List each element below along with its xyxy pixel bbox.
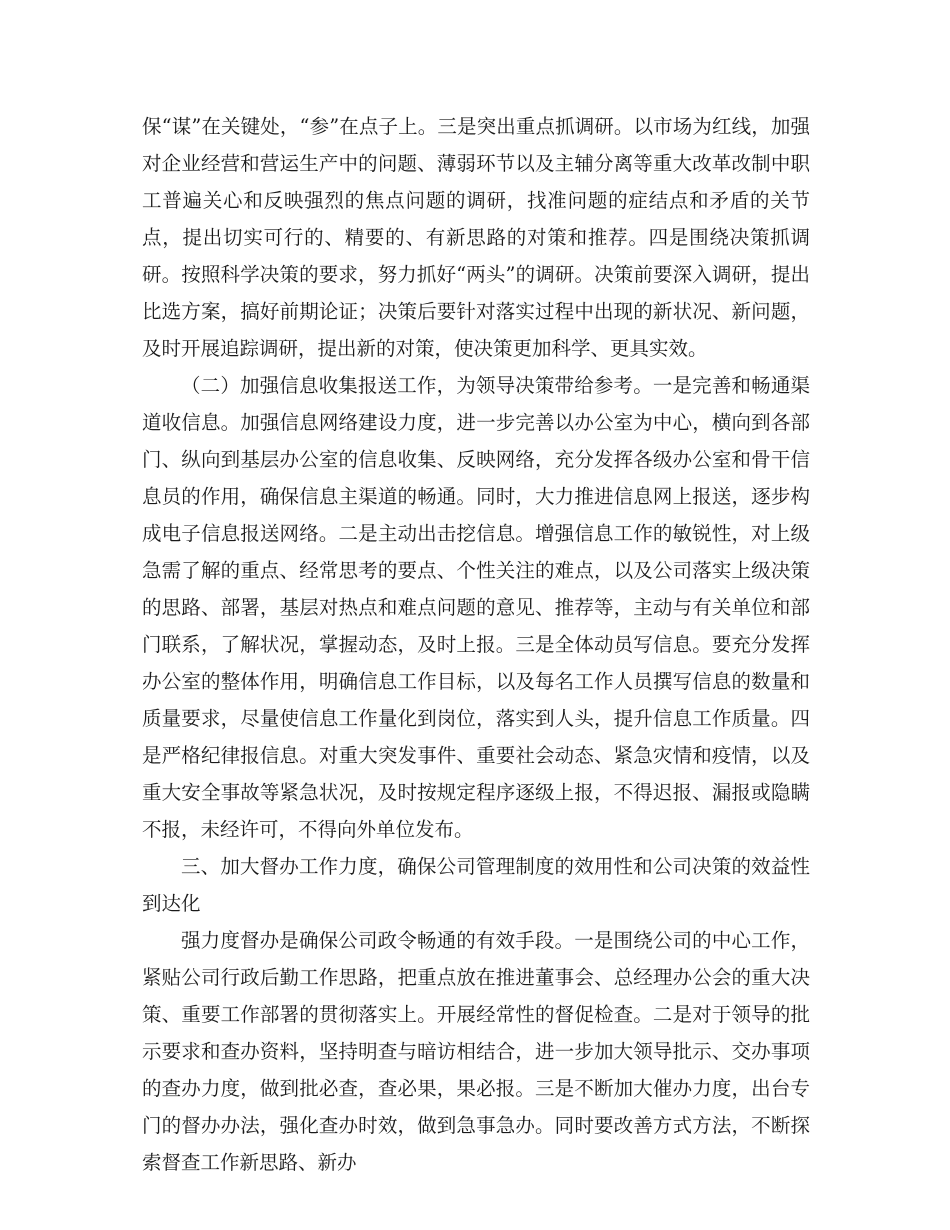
paragraph-information-collection: （二）加强信息收集报送工作，为领导决策带给参考。一是完善和畅通渠道收信息。加强信息网络建设力度，进一步完善以办公室为中心，横向到各部门、纵向到基层办公室的信息收集、反映网络，充分发挥各级办公室和骨干信息员的作用，确保信息主渠道的畅通。同时，大力推进信息网上报送，逐步构成电子信息报送网络。二是主动出击挖信息。增强信息工作的敏锐性，对上级急需了解的重点、经常思考的要点、个性关注的难点，以及公司落实上级决策的思路、部署，基层对热点和难点问题的意见、推荐等，主动与有关单位和部门联系，了解状况，掌握动态，及时上报。三是全体动员写信息。要充分发挥办公室的整体作用，明确信息工作目标，以及每名工作人员撰写信息的数量和质量要求，尽量使信息工作量化到岗位，落实到人头，提升信息工作质量。四是严格纪律报信息。对重大突发事件、重要社会动态、紧急灾情和疫情，以及重大安全事故等紧急状况，及时按规定程序逐级上报，不得迟报、漏报或隐瞒不报，未经许可，不得向外单位发布。 — [142, 374, 810, 841]
paragraph-supervision: 强力度督办是确保公司政令畅通的有效手段。一是围绕公司的中心工作，紧贴公司行政后勤工作思路，把重点放在推进董事会、总经理办公会的重大决策、重要工作部署的贯彻落实上。开展经常性的督促检查。二是对于领导的批示要求和查办资料，坚持明查与暗访相结合，进一步加大领导批示、交办事项的查办力度，做到批必查，查必果，果必报。三是不断加大催办力度，出台专门的督办办法，强化查办时效，做到急事急办。同时要改善方式方法，不断探索督查工作新思路、新办 — [142, 929, 810, 1174]
document-page — [142, 108, 810, 1181]
section-heading-supervision: 三、加大督办工作力度，确保公司管理制度的效用性和公司决策的效益性到达化 — [142, 855, 810, 915]
paragraph-research-continued: 保“谋”在关键处，“参”在点子上。三是突出重点抓调研。以市场为红线，加强对企业经营和营运生产中的问题、薄弱环节以及主辅分离等重大改革改制中职工普遍关心和反映强烈的焦点问题的调研，找准问题的症结点和矛盾的关节点，提出切实可行的、精要的、有新思路的对策和推荐。四是围绕决策抓调研。按照科学决策的要求，努力抓好“两头”的调研。决策前要深入调研，提出比选方案，搞好前期论证；决策后要针对落实过程中出现的新状况、新问题，及时开展追踪调研，提出新的对策，使决策更加科学、更具实效。 — [142, 115, 810, 360]
